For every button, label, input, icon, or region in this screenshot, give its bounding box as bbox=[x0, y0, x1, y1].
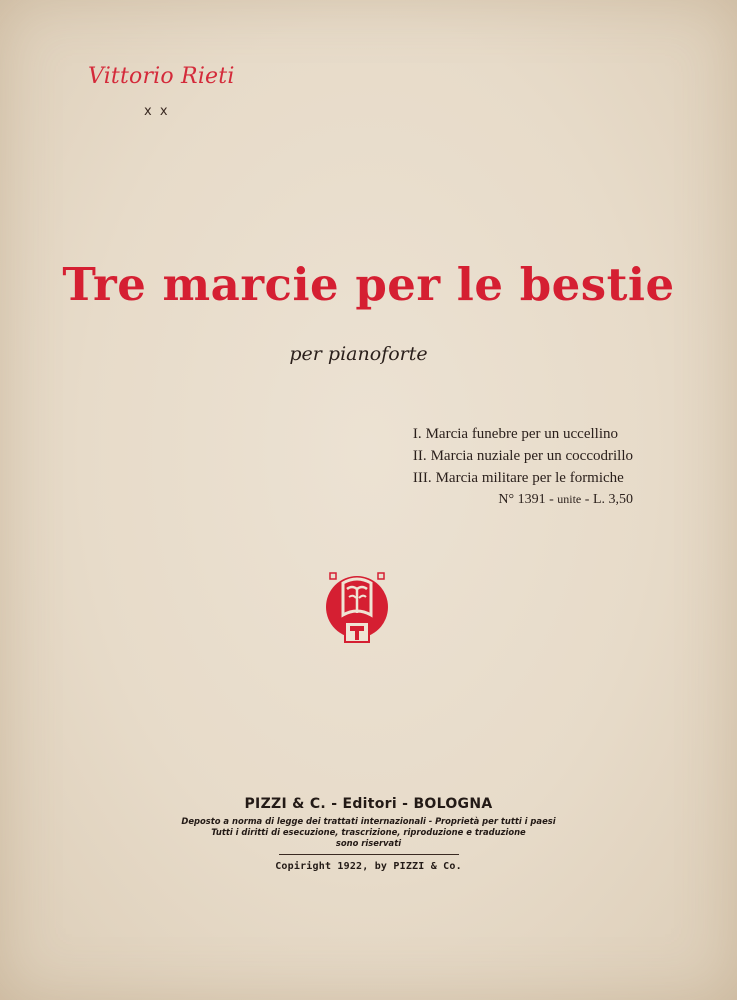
movement-numeral: III. bbox=[412, 470, 432, 486]
edition-price: L. 3,50 bbox=[592, 492, 633, 507]
publisher-footer bbox=[0, 796, 737, 872]
composer-ornament: x x bbox=[144, 104, 170, 119]
legal-notice-line: sono riservati bbox=[335, 838, 402, 848]
composer-name: Vittorio Rieti bbox=[88, 64, 235, 89]
page-title: Tre marcie per le bestie bbox=[62, 258, 675, 311]
list-item bbox=[413, 423, 633, 445]
movement-title: Marcia funebre per un uccellino bbox=[425, 426, 619, 442]
separator: - bbox=[584, 492, 590, 507]
list-item bbox=[413, 445, 633, 467]
edition-number: N° 1391 bbox=[498, 492, 546, 507]
edition-price-line bbox=[498, 492, 633, 508]
movement-title: Marcia nuziale per un coccodrillo bbox=[430, 448, 633, 464]
edition-unite: unite bbox=[557, 492, 582, 506]
publisher-name: PIZZI & C. - Editori - BOLOGNA bbox=[244, 796, 493, 812]
separator: - bbox=[549, 492, 554, 507]
legal-notice-line: Tutti i diritti di esecuzione, trascrizione, riproduzione e traduzione bbox=[211, 827, 526, 837]
movement-numeral: I. bbox=[412, 426, 422, 442]
movement-list bbox=[413, 423, 633, 489]
publisher-monogram-icon bbox=[321, 567, 393, 647]
movement-numeral: II. bbox=[412, 448, 427, 464]
divider bbox=[279, 854, 459, 855]
copyright-notice: Copiright 1922, by PIZZI & Co. bbox=[275, 861, 462, 872]
list-item bbox=[413, 467, 633, 489]
subtitle: per pianoforte bbox=[289, 343, 428, 365]
legal-notice-line: Deposto a norma di legge dei trattati internazionali - Proprietà per tutti i paesi bbox=[181, 816, 556, 826]
movement-title: Marcia militare per le formiche bbox=[435, 470, 624, 486]
